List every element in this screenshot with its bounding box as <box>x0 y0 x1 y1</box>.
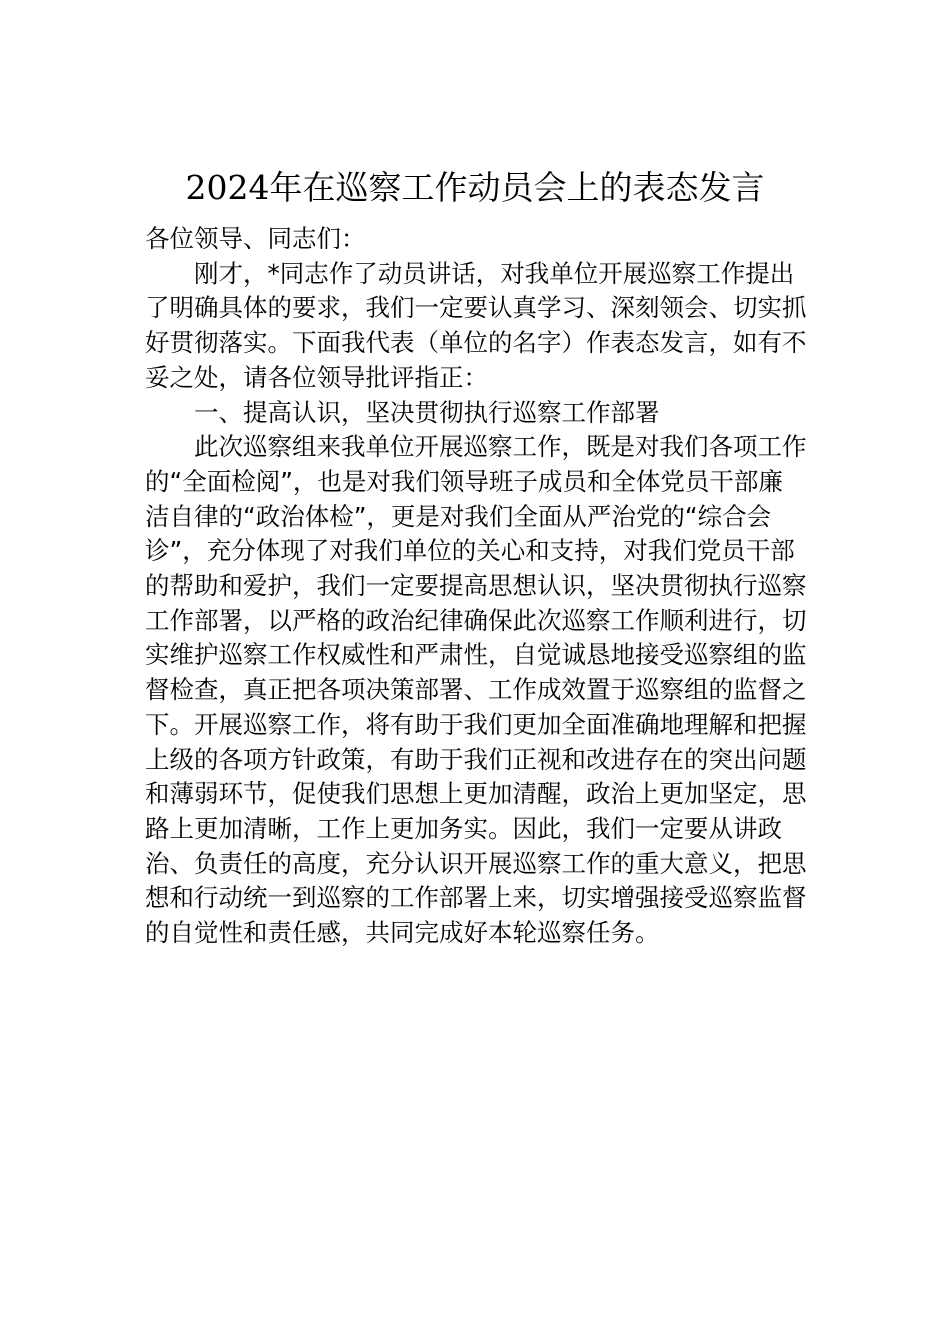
greeting-line: 各位领导、同志们： <box>145 224 366 253</box>
body-paragraph: 此次巡察组来我单位开展巡察工作，既是对我们各项工作的“全面检阅”，也是对我们领导班子成员和全体党员干部廉洁自律的“政治体检”，更是对我们全面从严治党的“综合会诊”，充分体现了对我们单位的关心和支持，对我们党员干部的帮助和爱护，我们一定要提高思想认识，坚决贯彻执行巡察工作部署，以严格的政治纪律确保此次巡察工作顺利进行，切实维护巡察工作权威性和严肃性，自觉诚恳地接受巡察组的监督检查，真正把各项决策部署、工作成效置于巡察组的监督之下。开展巡察工作，将有助于我们更加全面准确地理解和把握上级的各项方针政策，有助于我们正视和改进存在的突出问题和薄弱环节，促使我们思想上更加清醒，政治上更加坚定，思路上更加清晰，工作上更加务实。因此，我们一定要从讲政治、负责任的高度，充分认识开展巡察工作的重大意义，把思想和行动统一到巡察的工作部署上来，切实增强接受巡察监督的自觉性和责任感，共同完成好本轮巡察任务。 <box>145 432 807 948</box>
section-heading: 一、提高认识，坚决贯彻执行巡察工作部署 <box>194 397 660 427</box>
opening-paragraph: 刚才，*同志作了动员讲话，对我单位开展巡察工作提出了明确具体的要求，我们一定要认真学习、深刻领会、切实抓好贯彻落实。下面我代表（单位的名字）作表态发言，如有不妥之处，请各位领导批评指正： <box>145 258 807 392</box>
document-body <box>145 222 807 951</box>
document-title: 2024年在巡察工作动员会上的表态发言 <box>185 168 765 207</box>
